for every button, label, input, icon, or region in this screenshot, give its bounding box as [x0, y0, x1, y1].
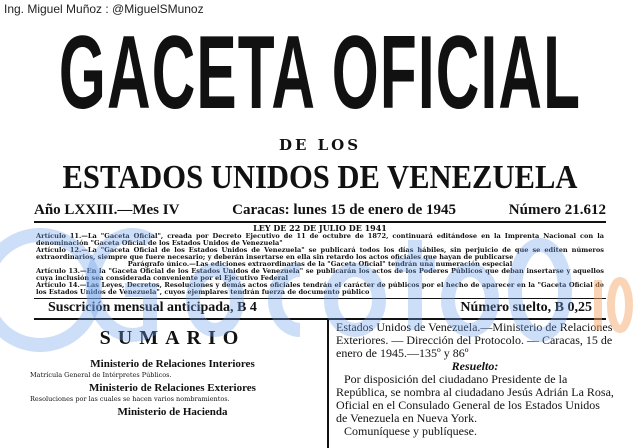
credit-text: Ing. Miguel Muñoz : @MiguelSMunoz — [4, 2, 204, 16]
article-14: Artículo 14.—Las Leyes, Decretos, Resoluciones y demás actos oficiales tendrán el carácter de públicos por el hecho de aparecer en la "Gaceta Oficial de los Estados Unidos de Venezuela", cuyos ejemplares tendrán fuerza de documento público — [36, 281, 604, 296]
right-column — [336, 321, 614, 438]
masthead-country: ESTADOS UNIDOS DE VENEZUELA — [62, 159, 578, 196]
resolution-body: Por disposición del ciudadano Presidente de la República, se nombra al ciudadano Jesús Adrián La Rosa, Oficial en el Consulado General de los Estados Unidos de Venezuela en Nueva York. — [336, 372, 614, 425]
masthead-title: GACETA OFICIAL — [58, 15, 582, 131]
article-11: Artículo 11.—La "Gaceta Oficial", creada por Decreto Ejecutivo de 11 de octubre de 1872, continuará editándose en la Imprenta Nacional con la denominación "Gaceta Oficial de los Estados Unidos de Venezuela" — [36, 232, 604, 247]
subscription-line — [48, 300, 592, 316]
ministry-heading: Ministerio de Relaciones Interiores — [90, 358, 255, 370]
ley-block — [36, 224, 604, 296]
sumario-item: Resoluciones por las cuales se hacen varios nombramientos. — [30, 395, 230, 403]
issue-date: Caracas: lunes 15 de enero de 1945 — [232, 202, 457, 218]
resolution-header: Estados Unidos de Venezuela.—Ministerio de Relaciones Exteriores. — Dirección del Protocolo. — Caracas, 15 de enero de 1945.—135º y 86º — [336, 320, 613, 360]
subscription-single: Número suelto, B 0,25 — [460, 300, 592, 315]
sumario-item: Matrícula General de Intérpretes Públicos. — [30, 371, 172, 379]
issue-number: Número 21.612 — [508, 202, 606, 218]
article-12: Artículo 12.—La "Gaceta Oficial de los Estados Unidos de Venezuela" se publicará todos los días hábiles, sin perjuicio de que se editen números extraordinarios, siempre que fuere necesario; y deberán insertarse en ella sin retardo los actos oficiales que hayan de publicarse — [36, 246, 604, 261]
paragraph-unico: Parágrafo único.—Las ediciones extraordinarias de la "Gaceta Oficial" tendrán una numeración especial — [127, 260, 513, 268]
ministry-heading: Ministerio de Relaciones Exteriores — [89, 382, 256, 394]
masthead-de-los: DE LOS — [278, 136, 362, 154]
resolution-closing: Comuníquese y publíquese. — [344, 424, 477, 438]
divider — [34, 298, 606, 299]
resuelto-heading: Resuelto: — [451, 359, 499, 373]
subscription-monthly: Suscrición mensual anticipada, B 4 — [48, 300, 257, 315]
ley-heading: LEY DE 22 DE JULIO DE 1941 — [253, 223, 387, 233]
ministry-heading: Ministerio de Hacienda — [117, 406, 228, 418]
article-13: Artículo 13.—En la "Gaceta Oficial de los Estados Unidos de Venezuela" se publicarán los actos de los Poderes Públicos que deban insertarse y aquellos cuya inclusión sea considerada conveniente por el Ejecutivo Federal — [36, 267, 604, 282]
sumario-title: SUMARIO — [99, 327, 246, 349]
issue-info — [34, 201, 606, 219]
column-divider — [327, 319, 329, 448]
sumario — [30, 326, 315, 419]
issue-year: Año LXXIII.—Mes IV — [34, 202, 180, 218]
